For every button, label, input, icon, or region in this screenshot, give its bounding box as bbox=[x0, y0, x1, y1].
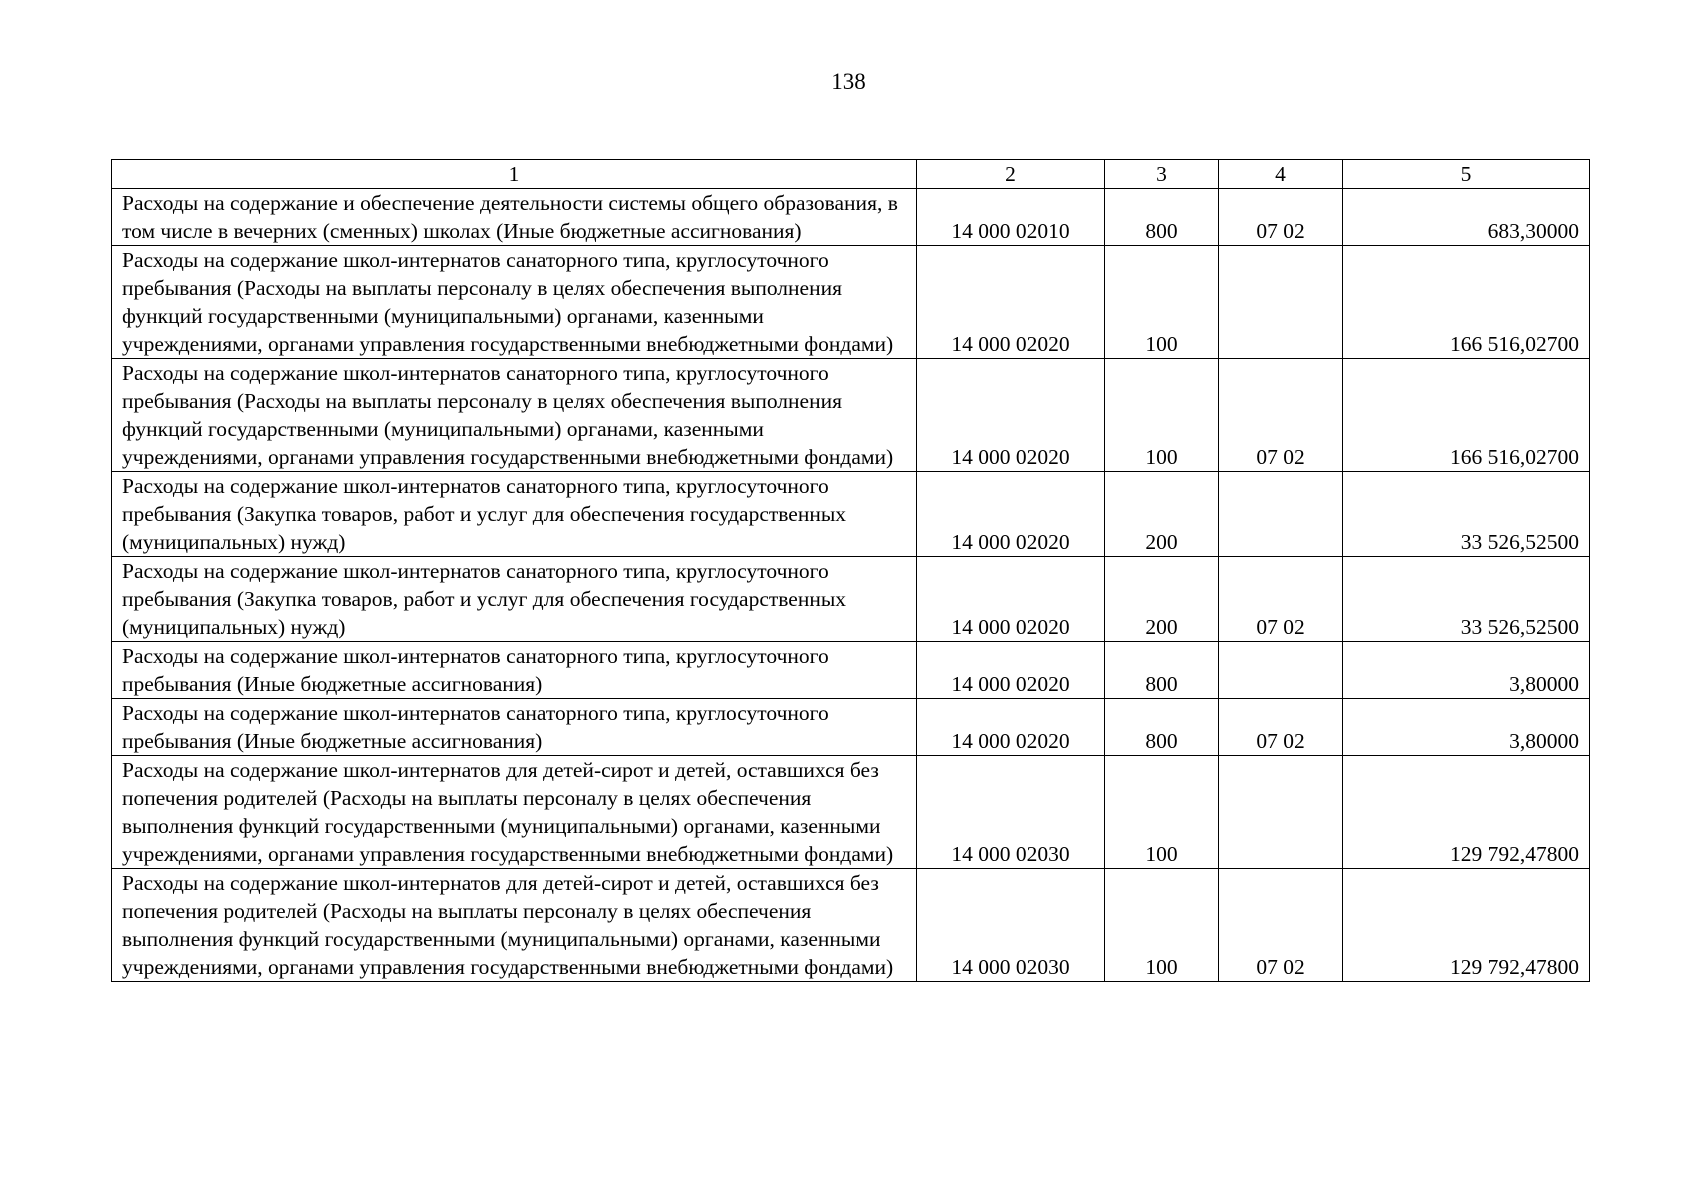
row-target-code: 14 000 02020 bbox=[917, 557, 1105, 642]
row-description: Расходы на содержание школ-интернатов санаторного типа, круглосуточного пребывания (Расходы на выплаты персоналу в целях обеспечения выполнения функций государственными (муниципальными) органами, казенными учреждениями, органами управления государственными внебюджетными фондами) bbox=[112, 359, 917, 472]
row-section: 07 02 bbox=[1219, 557, 1343, 642]
table-row bbox=[112, 642, 1590, 699]
row-expense-type: 200 bbox=[1105, 557, 1219, 642]
row-section bbox=[1219, 472, 1343, 557]
row-section: 07 02 bbox=[1219, 359, 1343, 472]
row-description: Расходы на содержание школ-интернатов санаторного типа, круглосуточного пребывания (Закупка товаров, работ и услуг для обеспечения государственных (муниципальных) нужд) bbox=[112, 472, 917, 557]
row-description: Расходы на содержание школ-интернатов для детей-сирот и детей, оставшихся без попечения родителей (Расходы на выплаты персоналу в целях обеспечения выполнения функций государственными (муниципальными) органами, казенными учреждениями, органами управления государственными внебюджетными фондами) bbox=[112, 869, 917, 982]
row-description: Расходы на содержание школ-интернатов санаторного типа, круглосуточного пребывания (Иные бюджетные ассигнования) bbox=[112, 699, 917, 756]
row-section bbox=[1219, 756, 1343, 869]
row-target-code: 14 000 02030 bbox=[917, 756, 1105, 869]
row-amount: 33 526,52500 bbox=[1343, 557, 1590, 642]
row-amount: 3,80000 bbox=[1343, 699, 1590, 756]
row-amount: 683,30000 bbox=[1343, 189, 1590, 246]
row-target-code: 14 000 02020 bbox=[917, 246, 1105, 359]
header-col-5: 5 bbox=[1343, 160, 1590, 189]
table-header-row bbox=[112, 160, 1590, 189]
row-expense-type: 100 bbox=[1105, 359, 1219, 472]
row-target-code: 14 000 02020 bbox=[917, 699, 1105, 756]
row-description: Расходы на содержание школ-интернатов для детей-сирот и детей, оставшихся без попечения родителей (Расходы на выплаты персоналу в целях обеспечения выполнения функций государственными (муниципальными) органами, казенными учреждениями, органами управления государственными внебюджетными фондами) bbox=[112, 756, 917, 869]
row-target-code: 14 000 02020 bbox=[917, 359, 1105, 472]
table-row bbox=[112, 246, 1590, 359]
header-col-1: 1 bbox=[112, 160, 917, 189]
row-expense-type: 200 bbox=[1105, 472, 1219, 557]
row-amount: 3,80000 bbox=[1343, 642, 1590, 699]
table-row bbox=[112, 189, 1590, 246]
table-row bbox=[112, 359, 1590, 472]
row-expense-type: 800 bbox=[1105, 189, 1219, 246]
table-row bbox=[112, 869, 1590, 982]
table-row bbox=[112, 699, 1590, 756]
row-description: Расходы на содержание и обеспечение деятельности системы общего образования, в том числе в вечерних (сменных) школах (Иные бюджетные ассигнования) bbox=[112, 189, 917, 246]
row-section bbox=[1219, 246, 1343, 359]
row-expense-type: 100 bbox=[1105, 756, 1219, 869]
row-expense-type: 100 bbox=[1105, 246, 1219, 359]
table-row bbox=[112, 472, 1590, 557]
header-col-3: 3 bbox=[1105, 160, 1219, 189]
row-amount: 129 792,47800 bbox=[1343, 756, 1590, 869]
row-target-code: 14 000 02010 bbox=[917, 189, 1105, 246]
header-col-4: 4 bbox=[1219, 160, 1343, 189]
table-row bbox=[112, 756, 1590, 869]
row-section: 07 02 bbox=[1219, 189, 1343, 246]
row-description: Расходы на содержание школ-интернатов санаторного типа, круглосуточного пребывания (Расходы на выплаты персоналу в целях обеспечения выполнения функций государственными (муниципальными) органами, казенными учреждениями, органами управления государственными внебюджетными фондами) bbox=[112, 246, 917, 359]
row-expense-type: 800 bbox=[1105, 642, 1219, 699]
row-amount: 129 792,47800 bbox=[1343, 869, 1590, 982]
row-expense-type: 800 bbox=[1105, 699, 1219, 756]
row-section bbox=[1219, 642, 1343, 699]
row-amount: 166 516,02700 bbox=[1343, 246, 1590, 359]
row-section: 07 02 bbox=[1219, 699, 1343, 756]
row-expense-type: 100 bbox=[1105, 869, 1219, 982]
row-target-code: 14 000 02020 bbox=[917, 642, 1105, 699]
budget-table bbox=[111, 159, 1590, 982]
page-number: 138 bbox=[831, 69, 866, 94]
row-target-code: 14 000 02020 bbox=[917, 472, 1105, 557]
row-amount: 166 516,02700 bbox=[1343, 359, 1590, 472]
row-target-code: 14 000 02030 bbox=[917, 869, 1105, 982]
row-description: Расходы на содержание школ-интернатов санаторного типа, круглосуточного пребывания (Закупка товаров, работ и услуг для обеспечения государственных (муниципальных) нужд) bbox=[112, 557, 917, 642]
table-row bbox=[112, 557, 1590, 642]
row-amount: 33 526,52500 bbox=[1343, 472, 1590, 557]
row-section: 07 02 bbox=[1219, 869, 1343, 982]
row-description: Расходы на содержание школ-интернатов санаторного типа, круглосуточного пребывания (Иные бюджетные ассигнования) bbox=[112, 642, 917, 699]
header-col-2: 2 bbox=[917, 160, 1105, 189]
